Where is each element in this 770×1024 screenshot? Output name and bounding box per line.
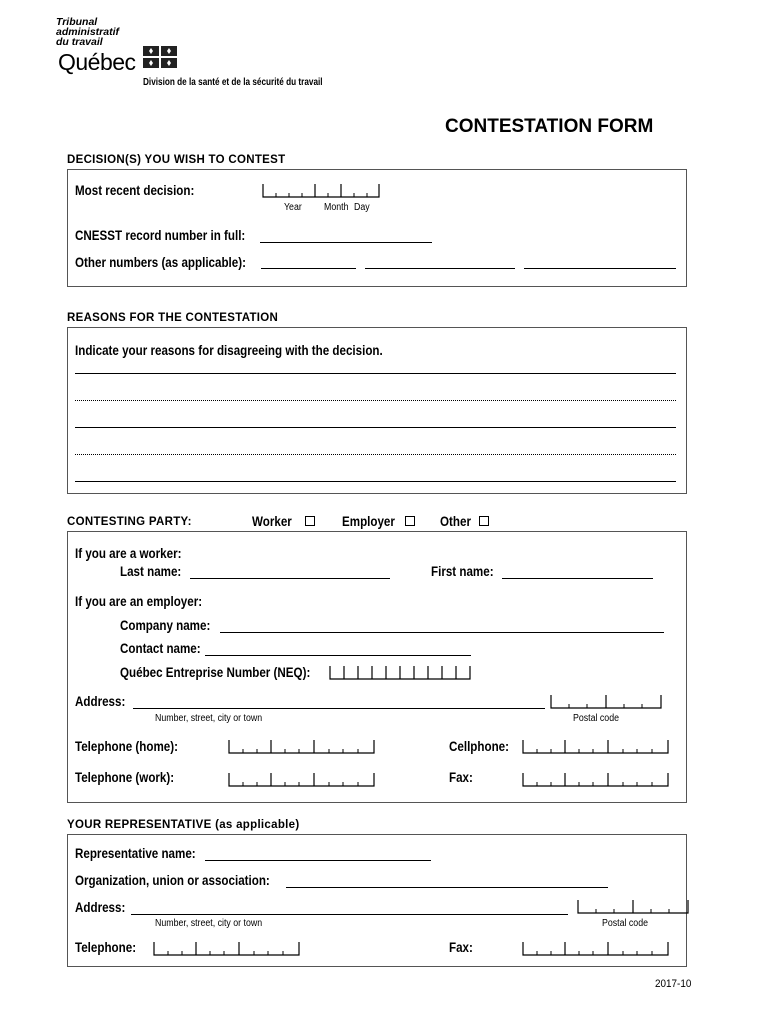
form-version: 2017-10 <box>655 978 692 990</box>
employer-option-label: Employer <box>342 514 395 529</box>
first-name-field[interactable] <box>502 578 653 579</box>
reasons-line-5[interactable] <box>75 481 676 482</box>
representative-heading-text: YOUR REPRESENTATIVE <box>67 819 212 831</box>
representative-heading-suffix: (as applicable) <box>215 819 300 831</box>
cellphone-field[interactable] <box>522 740 669 754</box>
reasons-line-4[interactable] <box>75 454 676 455</box>
contact-name-field[interactable] <box>205 655 471 656</box>
first-name-label: First name: <box>431 564 494 579</box>
reasons-line-2[interactable] <box>75 400 676 401</box>
other-checkbox[interactable] <box>479 516 489 526</box>
rep-postal-code-caption: Postal code <box>602 918 648 929</box>
telephone-home-field[interactable] <box>228 740 375 754</box>
neq-label: Québec Entreprise Number (NEQ): <box>120 665 311 680</box>
neq-field[interactable] <box>329 666 471 680</box>
tribunal-line-1: Tribunal <box>56 16 98 28</box>
rep-address-label: Address: <box>75 900 126 915</box>
most-recent-decision-label: Most recent decision: <box>75 183 195 198</box>
page-title: CONTESTATION FORM <box>445 116 654 137</box>
telephone-home-label: Telephone (home): <box>75 739 178 754</box>
decision-section-heading: DECISION(S) YOU WISH TO CONTEST <box>67 154 286 166</box>
reasons-line-3[interactable] <box>75 427 676 428</box>
last-name-field[interactable] <box>190 578 390 579</box>
telephone-work-field[interactable] <box>228 773 375 787</box>
year-caption: Year <box>284 202 302 213</box>
telephone-work-label: Telephone (work): <box>75 770 175 785</box>
address-label: Address: <box>75 694 126 709</box>
postal-code-field[interactable] <box>550 695 662 709</box>
fax-label: Fax: <box>449 770 473 785</box>
worker-heading: If you are a worker: <box>75 546 182 561</box>
reasons-section-heading: REASONS FOR THE CONTESTATION <box>67 312 279 324</box>
tribunal-line-2: administratif <box>56 26 120 38</box>
decision-date-field[interactable] <box>262 184 380 198</box>
other-option-label: Other <box>440 514 471 529</box>
last-name-label: Last name: <box>120 564 182 579</box>
rep-postal-code-field[interactable] <box>577 900 689 914</box>
division-name: Division de la santé et de la sécurité du travail <box>143 77 323 88</box>
day-caption: Day <box>354 202 370 213</box>
month-caption: Month <box>324 202 349 213</box>
quebec-wordmark: Québec <box>58 49 136 75</box>
company-name-field[interactable] <box>220 632 664 633</box>
organization-label: Organization, union or association: <box>75 873 270 888</box>
cellphone-label: Cellphone: <box>449 739 509 754</box>
tribunal-line-3: du travail <box>56 36 103 48</box>
other-number-field-3[interactable] <box>524 268 676 269</box>
contesting-party-heading: CONTESTING PARTY: <box>67 516 192 528</box>
rep-fax-label: Fax: <box>449 940 473 955</box>
organization-field[interactable] <box>286 887 608 888</box>
address-field[interactable] <box>133 708 545 709</box>
quebec-flag-icon <box>143 46 177 68</box>
contact-name-label: Contact name: <box>120 641 201 656</box>
address-hint: Number, street, city or town <box>155 713 263 724</box>
cnesst-record-label: CNESST record number in full: <box>75 228 246 243</box>
company-name-label: Company name: <box>120 618 211 633</box>
rep-telephone-field[interactable] <box>153 942 300 956</box>
tribunal-logo <box>56 17 119 47</box>
rep-address-field[interactable] <box>131 914 568 915</box>
employer-heading: If you are an employer: <box>75 594 203 609</box>
cnesst-record-field[interactable] <box>260 242 432 243</box>
rep-address-hint: Number, street, city or town <box>155 918 263 929</box>
worker-option-label: Worker <box>252 514 292 529</box>
other-number-field-2[interactable] <box>365 268 515 269</box>
postal-code-caption: Postal code <box>573 713 619 724</box>
representative-name-label: Representative name: <box>75 846 196 861</box>
worker-checkbox[interactable] <box>305 516 315 526</box>
rep-fax-field[interactable] <box>522 942 669 956</box>
representative-name-field[interactable] <box>205 860 431 861</box>
rep-telephone-label: Telephone: <box>75 940 137 955</box>
employer-checkbox[interactable] <box>405 516 415 526</box>
representative-heading <box>67 819 299 831</box>
other-numbers-label: Other numbers (as applicable): <box>75 255 246 270</box>
other-number-field-1[interactable] <box>261 268 356 269</box>
reasons-line-1[interactable] <box>75 373 676 374</box>
fax-field[interactable] <box>522 773 669 787</box>
reasons-instruction: Indicate your reasons for disagreeing with the decision. <box>75 343 383 358</box>
